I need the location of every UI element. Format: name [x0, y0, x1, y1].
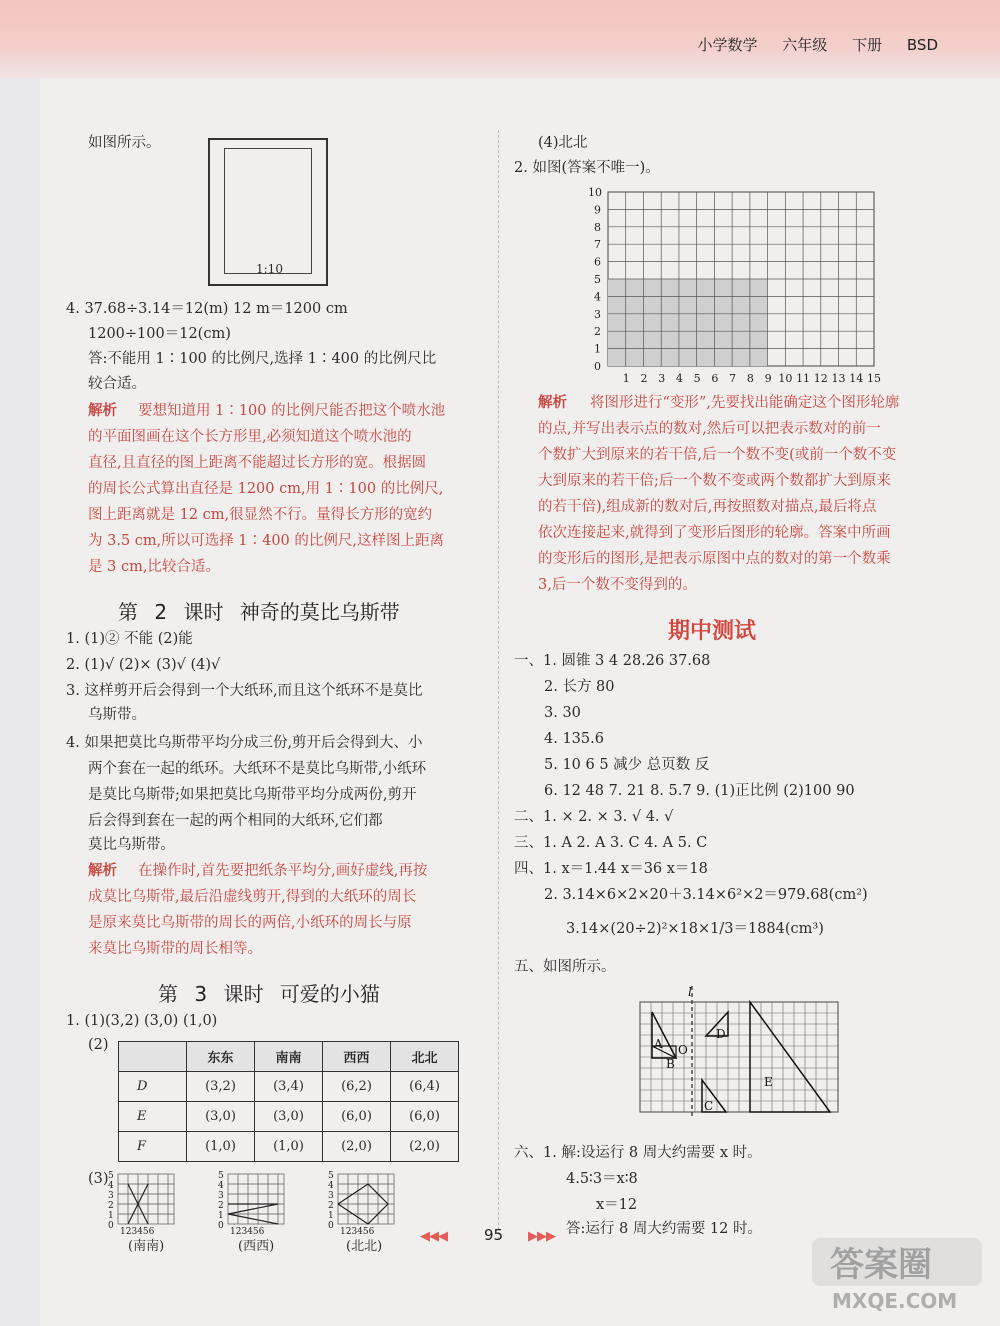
header-volume: 下册: [852, 36, 883, 54]
left-margin-stripe: [0, 78, 40, 1326]
table-cell: (6,0): [391, 1102, 459, 1132]
svg-text:2: 2: [328, 1201, 334, 1211]
table-cell: (3,4): [255, 1072, 323, 1102]
mini-label: (北北): [346, 1239, 383, 1254]
mid-line: 3.14×(20÷2)²×18×1/3＝1884(cm³): [566, 921, 824, 937]
r-top1: (4)北北: [538, 135, 588, 151]
mid-line: 一、1. 圆锥 3 4 28.26 37.68: [514, 653, 711, 669]
analysis2-line: 来莫比乌斯带的周长相等。: [88, 941, 262, 957]
table-cell: E: [119, 1102, 187, 1132]
l3-q3: (3): [88, 1171, 109, 1187]
table-cell: (1,0): [255, 1132, 323, 1162]
inner-rectangle: [224, 148, 312, 274]
svg-text:0: 0: [218, 1221, 224, 1231]
mid-line: 6. 12 48 7. 21 8. 5.7 9. (1)正比例 (2)100 90: [544, 783, 855, 799]
fig-label: B: [666, 1057, 675, 1071]
q4-line1: 4. 37.68÷3.14＝12(m) 12 m＝1200 cm: [66, 301, 348, 317]
analysis1-line: 为 3.5 cm,所以可选择 1∶400 的比例尺,这样图上距离: [88, 533, 444, 549]
mini-label: (西西): [238, 1239, 275, 1254]
svg-text:3: 3: [328, 1191, 334, 1201]
analysis2-line: 在操作时,首先要把纸条平均分,画好虚线,再按: [138, 863, 428, 879]
l2-q4-line: 是莫比乌斯带;如果把莫比乌斯带平均分成两份,剪开: [88, 787, 417, 803]
table-cell: (6,4): [391, 1072, 459, 1102]
analysis-label: 解析: [538, 395, 567, 411]
x-tick-label: 9: [764, 372, 772, 385]
mid-line: 答:运行 8 周大约需要 12 时。: [566, 1221, 762, 1237]
y-tick-label: 9: [594, 203, 601, 217]
table-cell: (2,0): [323, 1132, 391, 1162]
x-tick-label: 15: [867, 372, 881, 385]
svg-text:1: 1: [108, 1211, 114, 1221]
l2-q2: 2. (1)√ (2)× (3)√ (4)√: [66, 657, 221, 673]
y-tick-label: 2: [594, 325, 601, 339]
svg-text:1: 1: [328, 1211, 334, 1221]
prev-arrows-icon: ◀◀◀: [420, 1229, 447, 1244]
y-tick-label: 1: [594, 342, 601, 356]
svg-text:4: 4: [218, 1181, 224, 1191]
direction-table: [118, 1041, 459, 1162]
table-row: [119, 1102, 459, 1132]
table-cell: (3,0): [187, 1102, 255, 1132]
table-header: 北北: [391, 1042, 459, 1072]
x-tick-label: 6: [711, 372, 719, 385]
table-header: [119, 1042, 187, 1072]
l3-q1: 1. (1)(3,2) (3,0) (1,0): [66, 1013, 218, 1029]
table-cell: D: [119, 1072, 187, 1102]
q4-line2: 1200÷100＝12(cm): [88, 326, 231, 342]
x-tick-label: 11: [796, 372, 811, 385]
x-tick-label: 10: [778, 372, 793, 385]
x-tick-label: 3: [658, 372, 666, 385]
mid-line: 五、如图所示。: [514, 959, 616, 975]
r-q2: 2. 如图(答案不唯一)。: [514, 160, 660, 176]
next-arrows-icon: ▶▶▶: [528, 1229, 555, 1244]
l2-q4-line: 莫比乌斯带。: [88, 837, 175, 853]
y-tick-label: 10: [588, 186, 602, 199]
svg-text:3: 3: [108, 1191, 114, 1201]
y-tick-label: 3: [594, 307, 601, 321]
fig-label: O: [678, 1043, 688, 1057]
y-tick-label: 8: [594, 220, 601, 234]
l2-q4-line: 后会得到套在一起的两个相同的大纸环,它们都: [88, 813, 383, 829]
table-cell: (1,0): [187, 1132, 255, 1162]
r-analysis-line: 3,后一个数不变得到的。: [538, 577, 697, 593]
r-analysis-line: 的若干倍),组成新的数对后,再按照数对描点,最后将点: [538, 499, 877, 515]
lesson3-title: 第 3 课时 可爱的小猫: [158, 982, 380, 1006]
svg-text:0: 0: [328, 1221, 334, 1231]
header-subject: 小学数学: [697, 36, 758, 54]
fig-label: E: [764, 1075, 773, 1089]
r-analysis-line: 大到原来的若干倍;后一个数不变或两个数都扩大到原来: [538, 473, 891, 489]
table-cell: F: [119, 1132, 187, 1162]
coordinate-grid: [584, 184, 884, 390]
x-tick-label: 14: [849, 372, 864, 385]
svg-text:123456: 123456: [340, 1227, 375, 1237]
header-edition: BSD: [906, 36, 938, 54]
x-tick-label: 2: [640, 372, 648, 385]
analysis1-line: 图上距离就是 12 cm,很显然不行。量得长方形的宽约: [88, 507, 433, 523]
scale-rectangle-figure: [208, 138, 328, 286]
table-header: 西西: [323, 1042, 391, 1072]
mid-line: 二、1. × 2. × 3. √ 4. √: [514, 809, 674, 825]
scale-label: 1:10: [256, 262, 283, 276]
table-header: 东东: [187, 1042, 255, 1072]
mid-line: 2. 3.14×6×2×20＋3.14×6²×2＝979.68(cm²): [544, 887, 868, 903]
table-cell: (3,0): [255, 1102, 323, 1132]
r-analysis-line: 的变形后的图形,是把表示原图中点的数对的第一个数乘: [538, 551, 891, 567]
symmetry-figure: [630, 982, 850, 1118]
mid-line: 三、1. A 2. A 3. C 4. A 5. C: [514, 835, 708, 851]
svg-text:3: 3: [218, 1191, 224, 1201]
mid-line: x＝12: [596, 1197, 638, 1213]
l2-q1: 1. (1)② 不能 (2)能: [66, 631, 193, 647]
x-tick-label: 8: [746, 372, 754, 385]
analysis1-line: 的平面图画在这个长方形里,必须知道这个喷水池的: [88, 429, 412, 445]
y-tick-label: 7: [594, 238, 601, 252]
x-tick-label: 12: [813, 372, 828, 385]
svg-text:4: 4: [108, 1181, 114, 1191]
svg-text:5: 5: [328, 1171, 334, 1181]
l2-q3b: 乌斯带。: [88, 707, 146, 723]
l2-q4-line: 两个套在一起的纸环。大纸环不是莫比乌斯带,小纸环: [88, 761, 427, 777]
fig-label: D: [716, 1027, 726, 1041]
svg-text:2: 2: [218, 1201, 224, 1211]
svg-text:4: 4: [328, 1181, 334, 1191]
x-tick-label: 5: [693, 372, 701, 385]
y-tick-label: 6: [594, 255, 601, 269]
x-tick-label: 4: [675, 372, 683, 385]
shaded-shape: [608, 279, 767, 366]
intro-text: 如图所示。: [88, 135, 161, 151]
y-tick-label: 0: [594, 360, 601, 373]
svg-text:答案圈: 答案圈: [830, 1245, 932, 1285]
midterm-title: 期中测试: [668, 619, 757, 644]
mid-line: 3. 30: [544, 705, 581, 721]
svg-text:0: 0: [108, 1221, 114, 1231]
q4-line4: 较合适。: [88, 376, 146, 392]
fig-label: A: [654, 1037, 663, 1051]
svg-text:123456: 123456: [230, 1227, 265, 1237]
r-analysis-line: 的点,并写出表示点的数对,然后可以把表示数对的前一: [538, 421, 881, 437]
page-number: 95: [484, 1226, 504, 1244]
analysis-label: 解析: [88, 863, 117, 879]
watermark-logo: [810, 1236, 990, 1316]
x-tick-label: 13: [831, 372, 846, 385]
fig-label: l: [688, 985, 692, 999]
mid-line: 2. 长方 80: [544, 679, 615, 695]
table-cell: (6,2): [323, 1072, 391, 1102]
x-tick-label: 7: [729, 372, 737, 385]
x-tick-label: 1: [622, 372, 630, 385]
analysis1-line: 要想知道用 1∶100 的比例尺能否把这个喷水池: [138, 403, 446, 419]
l2-q4-line: 4. 如果把莫比乌斯带平均分成三份,剪开后会得到大、小: [66, 735, 423, 751]
y-tick-label: 4: [594, 290, 601, 304]
r-analysis-line: 将图形进行“变形”,先要找出能确定这个图形轮廓: [590, 395, 900, 411]
mid-line: 六、1. 解:设运行 8 周大约需要 x 时。: [514, 1145, 762, 1161]
y-tick-label: 5: [594, 273, 601, 286]
mid-line: 5. 10 6 5 减少 总页数 反: [544, 757, 710, 773]
lesson2-title: 第 2 课时 神奇的莫比乌斯带: [118, 600, 400, 624]
table-header-row: [119, 1042, 459, 1072]
svg-text:123456: 123456: [120, 1227, 155, 1237]
svg-text:5: 5: [108, 1171, 114, 1181]
analysis-label: 解析: [88, 403, 117, 419]
svg-text:2: 2: [108, 1201, 114, 1211]
page-header: [686, 34, 939, 55]
mini-label: (南南): [128, 1239, 165, 1254]
svg-text:MXQE.COM: MXQE.COM: [832, 1289, 958, 1313]
analysis1-line: 是 3 cm,比较合适。: [88, 559, 220, 575]
svg-text:1: 1: [218, 1211, 224, 1221]
column-divider: [498, 130, 499, 1240]
analysis1-line: 直径,且直径的图上距离不能超过长方形的宽。根据圆: [88, 455, 427, 471]
table-cell: (2,0): [391, 1132, 459, 1162]
analysis2-line: 成莫比乌斯带,最后沿虚线剪开,得到的大纸环的周长: [88, 889, 417, 905]
table-row: [119, 1132, 459, 1162]
table-cell: (3,2): [187, 1072, 255, 1102]
header-grade: 六年级: [782, 36, 828, 54]
watermark-icon: [810, 1236, 990, 1316]
mid-line: 四、1. x＝1.44 x＝36 x＝18: [514, 861, 708, 877]
svg-text:5: 5: [218, 1171, 224, 1181]
analysis1-line: 的周长公式算出直径是 1200 cm,用 1∶100 的比例尺,: [88, 481, 444, 497]
table-row: [119, 1072, 459, 1102]
mid-line: 4. 135.6: [544, 731, 604, 747]
l3-q1b: (2): [88, 1037, 109, 1053]
l2-q3a: 3. 这样剪开后会得到一个大纸环,而且这个纸环不是莫比: [66, 683, 423, 699]
q4-line3: 答:不能用 1∶100 的比例尺,选择 1∶400 的比例尺比: [88, 351, 437, 367]
r-analysis-line: 个数扩大到原来的若干倍,后一个数不变(或前一个数不变: [538, 447, 897, 463]
table-header: 南南: [255, 1042, 323, 1072]
analysis2-line: 是原来莫比乌斯带的周长的两倍,小纸环的周长与原: [88, 915, 412, 931]
mid-line: 4.5∶3＝x∶8: [566, 1171, 638, 1187]
table-cell: (6,0): [323, 1102, 391, 1132]
r-analysis-line: 依次连接起来,就得到了变形后图形的轮廓。答案中所画: [538, 525, 891, 541]
fig-label: C: [704, 1099, 714, 1113]
